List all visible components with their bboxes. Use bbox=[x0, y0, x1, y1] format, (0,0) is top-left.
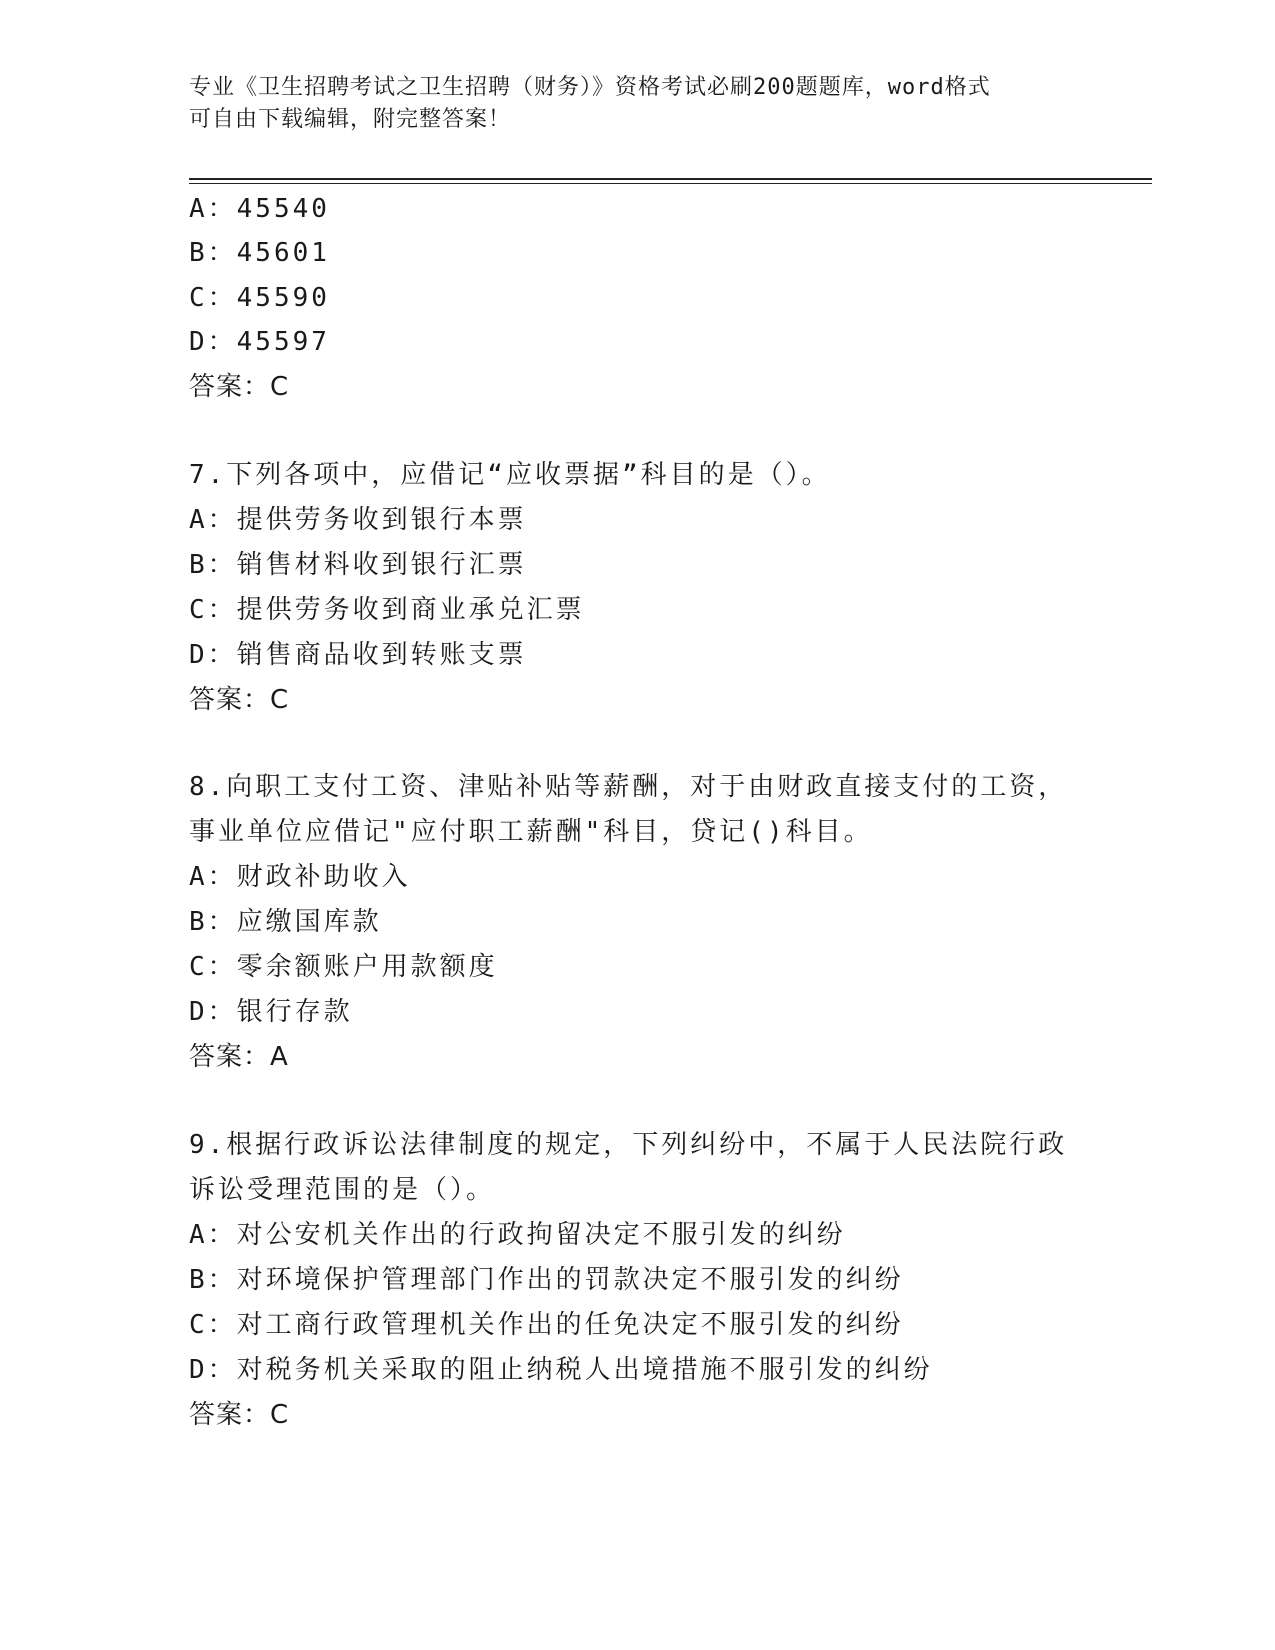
q9-answer: 答案：C bbox=[189, 1400, 290, 1430]
q9-stem-line-2: 诉讼受理范围的是（）。 bbox=[189, 1175, 496, 1205]
q8-stem-line-2: 事业单位应借记"应付职工薪酬"科目，贷记()科目。 bbox=[189, 817, 873, 847]
q9-option-c: C：对工商行政管理机关作出的任免决定不服引发的纠纷 bbox=[189, 1310, 904, 1340]
header-line-2: 可自由下载编辑，附完整答案！ bbox=[189, 107, 512, 132]
header-rule-thick bbox=[189, 178, 1152, 180]
q7-option-a: A：提供劳务收到银行本票 bbox=[189, 505, 527, 535]
q7-option-d: D：销售商品收到转账支票 bbox=[189, 640, 527, 670]
q6-option-b: B：45601 bbox=[189, 238, 330, 268]
q9-option-b: B：对环境保护管理部门作出的罚款决定不服引发的纠纷 bbox=[189, 1265, 904, 1295]
q8-option-a: A：财政补助收入 bbox=[189, 862, 411, 892]
q7-option-b: B：销售材料收到银行汇票 bbox=[189, 550, 527, 580]
q7-stem: 7.下列各项中，应借记“应收票据”科目的是（）。 bbox=[189, 460, 831, 490]
q8-option-c: C：零余额账户用款额度 bbox=[189, 952, 498, 982]
q7-option-c: C：提供劳务收到商业承兑汇票 bbox=[189, 595, 585, 625]
q6-option-c: C：45590 bbox=[189, 283, 330, 313]
q8-option-b: B：应缴国库款 bbox=[189, 907, 382, 937]
q6-option-a: A：45540 bbox=[189, 194, 330, 224]
q8-answer: 答案：A bbox=[189, 1042, 289, 1072]
q6-option-d: D：45597 bbox=[189, 327, 330, 357]
header-line-1: 专业《卫生招聘考试之卫生招聘（财务）》资格考试必刷200题题库，word格式 bbox=[189, 75, 991, 100]
q8-stem-line-1: 8.向职工支付工资、津贴补贴等薪酬，对于由财政直接支付的工资， bbox=[189, 772, 1068, 802]
q8-option-d: D：银行存款 bbox=[189, 997, 353, 1027]
q9-option-d: D：对税务机关采取的阻止纳税人出境措施不服引发的纠纷 bbox=[189, 1355, 933, 1385]
header-rule-thin bbox=[189, 183, 1152, 184]
q7-answer: 答案：C bbox=[189, 685, 290, 715]
q9-stem-line-1: 9.根据行政诉讼法律制度的规定，下列纠纷中，不属于人民法院行政 bbox=[189, 1130, 1068, 1160]
q6-answer: 答案：C bbox=[189, 372, 290, 402]
q9-option-a: A：对公安机关作出的行政拘留决定不服引发的纠纷 bbox=[189, 1220, 846, 1250]
document-header bbox=[189, 72, 1069, 136]
